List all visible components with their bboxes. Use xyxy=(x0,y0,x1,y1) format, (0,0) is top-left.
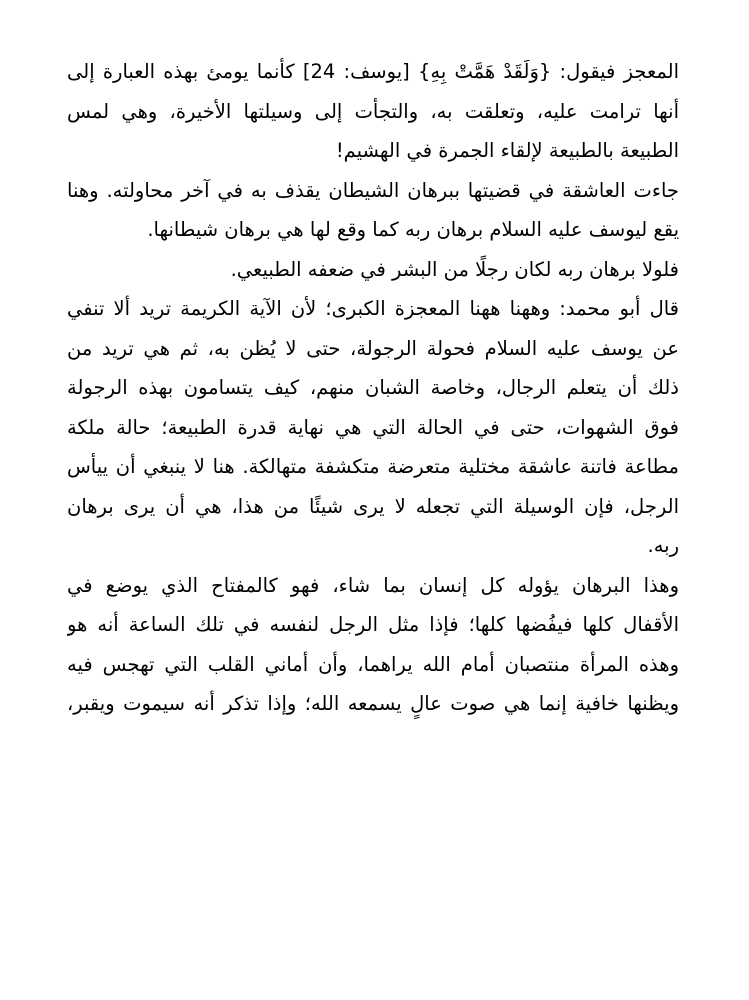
text-line: ربه. xyxy=(647,534,679,557)
document-page xyxy=(67,52,679,724)
text-line: جاءت العاشقة في قضيتها ببرهان الشيطان يقذف به في آخر محاولته. وهنا xyxy=(67,178,679,202)
text-line: عن يوسف عليه السلام فحولة الرجولة، حتى لا يُظن به، ثم هي تريد من xyxy=(67,336,679,360)
text-line: يقع ليوسف عليه السلام برهان ربه كما وقع لها هي برهان شيطانها. xyxy=(147,218,679,241)
text-line: وهذه المرأة منتصبان أمام الله يراهما، وأن أماني القلب التي تهجس فيه xyxy=(67,652,679,676)
text-line: ويظنها خافية إنما هي صوت عالٍ يسمعه الله؛ وإذا تذكر أنه سيموت ويقبر، xyxy=(67,692,679,715)
text-line: الطبيعة بالطبيعة لإلقاء الجمرة في الهشيم! xyxy=(335,139,679,162)
text-line: وهذا البرهان يؤوله كل إنسان بما شاء، فهو كالمفتاح الذي يوضع في xyxy=(67,573,679,597)
text-line: فوق الشهوات، حتى في الحالة التي هي نهاية قدرة الطبيعة؛ حالة ملكة xyxy=(67,415,679,439)
text-line: مطاعة فاتنة عاشقة مختلية متعرضة متكشفة متهالكة. هنا لا ينبغي أن ييأس xyxy=(67,455,679,478)
text-line: فلولا برهان ربه لكان رجلًا من البشر في ضعفه الطبيعي. xyxy=(230,257,679,281)
text-line: الأقفال كلها فيفُضها كلها؛ فإذا مثل الرجل لنفسه في تلك الساعة أنه هو xyxy=(67,613,679,636)
text-line: الرجل، فإن الوسيلة التي تجعله لا يرى شيئًا من هذا، هي أن يرى برهان xyxy=(67,494,679,518)
text-line: المعجز فيقول: {وَلَقَدْ هَمَّتْ بِهِ} [يوسف: 24] كأنما يومئ بهذه العبارة إلى xyxy=(67,60,679,83)
text-line: ذلك أن يتعلم الرجال، وخاصة الشبان منهم، كيف يتسامون بهذه الرجولة xyxy=(67,376,679,399)
text-line: قال أبو محمد: وههنا ههنا المعجزة الكبرى؛ لأن الآية الكريمة تريد ألا تنفي xyxy=(67,297,679,320)
text-line: أنها ترامت عليه، وتعلقت به، والتجأت إلى وسيلتها الأخيرة، وهي لمس xyxy=(67,99,679,123)
